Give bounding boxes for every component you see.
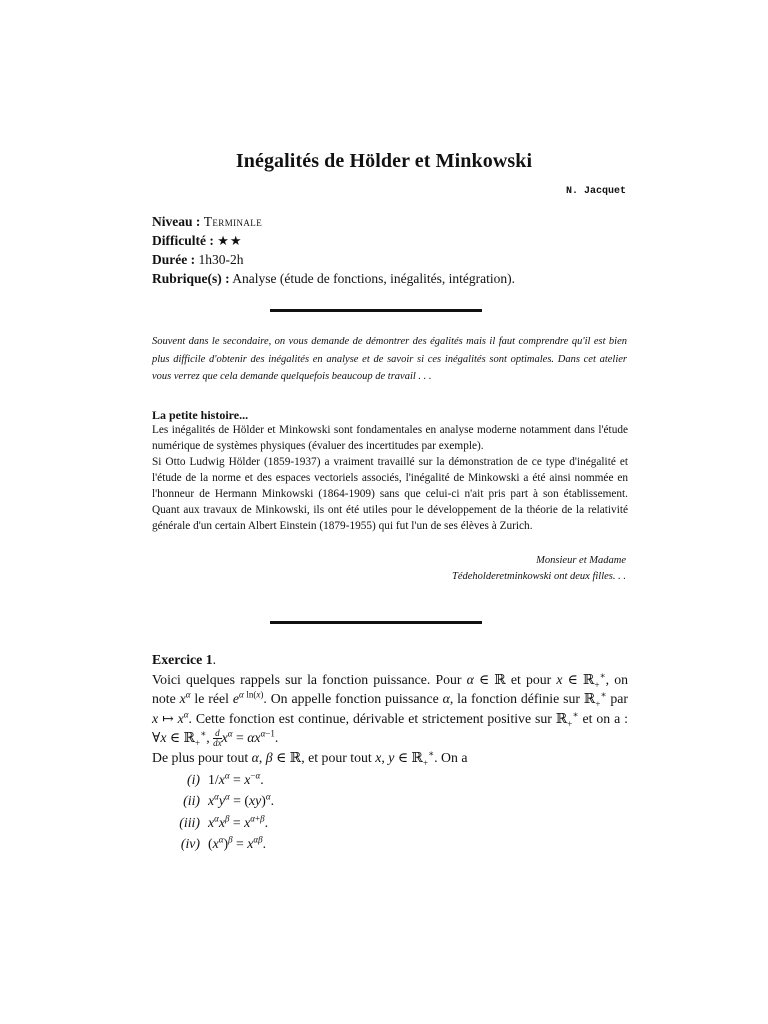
exercise-properties-intro: De plus pour tout α, β ∈ ℝ, et pour tout x, y ∈ ℝ$_+$∗. On a: [152, 748, 468, 769]
meta-niveau-label: Niveau :: [152, 214, 201, 229]
history-paragraph-2: Si Otto Ludwig Hölder (1859-1937) a vraiment travaillé sur la démonstration de ce type d'inégalité et l'étude de la norme et des espaces vectoriels associés, l'inégalité de Minkowski a été ainsi nommée en l'honneur de Hermann Minkowski (1864-1909) sans que celui-ci n'ait pris part à son établissement. Quant aux travaux de Minkowski, ils ont été utiles pour le développement de la théorie de la relativité générale d'un certain Albert Einstein (1879-1955) qui fut l'un de ses élèves à Zurich.: [152, 456, 628, 532]
property-item: [152, 813, 628, 835]
property-label: (ii): [183, 793, 200, 809]
exercise-statement: Voici quelques rappels sur la fonction puissance. Pour α ∈ ℝ et pour x ∈ ℝ$_+$∗, on note $x^\alpha$ le réel $e^{\alpha ln(x)}$. On appelle fonction puissance α, la fonction définie sur ℝ$_+$∗ par x ↦ $x^\alpha$. Cette fonction est continue, dérivable et strictement positive sur ℝ$_+$∗ et on a : ∀x ∈ ℝ$_+$∗, $\frac{d}{dx}$ $x^\alpha = \alpha x^{\alpha-1}$.: [152, 669, 629, 749]
intro-paragraph: Souvent dans le secondaire, on vous demande de démontrer des égalités mais il faut comprendre qu'il est bien plus difficile d'obtenir des inégalités en analyse et de savoir si ces inégalités sont optimales. Dans cet atelier vous verrez que cela demande quelquefois beaucoup de travail . . .: [152, 336, 627, 382]
meta-niveau-value: Terminale: [203, 214, 263, 229]
divider-top: [270, 309, 482, 312]
property-label: (i): [186, 771, 200, 787]
property-item: [152, 834, 628, 856]
history-paragraph-1: Les inégalités de Hölder et Minkowski sont fondamentales en analyse moderne notamment dans l'étude numérique de systèmes physiques (évaluer des incertitudes par exemple).: [152, 424, 628, 452]
exercise-heading: Exercice 1: [152, 652, 213, 667]
property-formula: $1/x^\alpha = x^{-\alpha}$.: [208, 770, 264, 787]
meta-rubrique: [152, 269, 515, 288]
meta-duree-value: 1h30-2h: [198, 252, 244, 267]
property-label: (iv): [180, 836, 200, 852]
property-formula: $x^\alpha y^\alpha = (xy)^\alpha$.: [208, 791, 275, 809]
joke-line-2: Tédeholderetminkowski ont deux filles. . .: [452, 571, 626, 582]
history-body: [152, 422, 628, 534]
joke-line-1: Monsieur et Madame: [536, 555, 626, 566]
property-item: [152, 791, 628, 813]
author-name: N. Jacquet: [565, 186, 626, 197]
difficulty-stars-icon: ★★: [217, 233, 243, 248]
exercise-1: Exercice 1. Voici quelques rappels sur la fonction puissance. Pour α ∈ ℝ et pour x ∈ ℝ$_+$∗, on note $x^\alpha$ le réel $e^{\alpha ln(x)}$. On appelle fonction puissance α, la fonction définie sur ℝ$_+$∗ par x ↦ $x^\alpha$. Cette fonction est continue, dérivable et strictement positive sur ℝ$_+$∗ et on a : ∀x ∈ ℝ$_+$∗, $\frac{d}{dx}$ $x^\alpha = \alpha x^{\alpha-1}$. De plus pour tout α, β ∈ ℝ, et pour tout x, y ∈ ℝ$_+$∗. On a (i) $1/x^\alpha = x^{-\alpha}$. (ii) $x^\alpha y^\alpha = (xy)^\alpha$. (iii) $x^\alpha x^\beta = x^{\alpha+\beta}$. (iv) $(x^\alpha)^\beta = x^{\alpha\beta}$.: [152, 650, 628, 856]
document-title: Inégalités de Hölder et Minkowski: [235, 150, 533, 172]
divider-bottom: [270, 621, 482, 624]
joke-quote: [452, 553, 626, 585]
property-formula: $x^\alpha x^\beta = x^{\alpha+\beta}$.: [208, 813, 269, 830]
meta-rubrique-label: Rubrique(s) :: [152, 271, 230, 286]
meta-niveau: [152, 212, 515, 231]
metadata-block: [152, 212, 515, 288]
property-label: (iii): [179, 814, 200, 830]
property-list: [152, 770, 628, 856]
meta-duree-label: Durée :: [152, 252, 196, 267]
meta-difficulte-label: Difficulté :: [152, 233, 214, 248]
meta-rubrique-value: Analyse (étude de fonctions, inégalités, intégration).: [232, 271, 515, 286]
history-title: La petite histoire...: [152, 408, 249, 422]
property-item: [152, 770, 628, 792]
meta-difficulte: [152, 231, 515, 250]
meta-duree: [152, 250, 515, 269]
property-formula: $(x^\alpha)^\beta = x^{\alpha\beta}$.: [208, 834, 267, 852]
